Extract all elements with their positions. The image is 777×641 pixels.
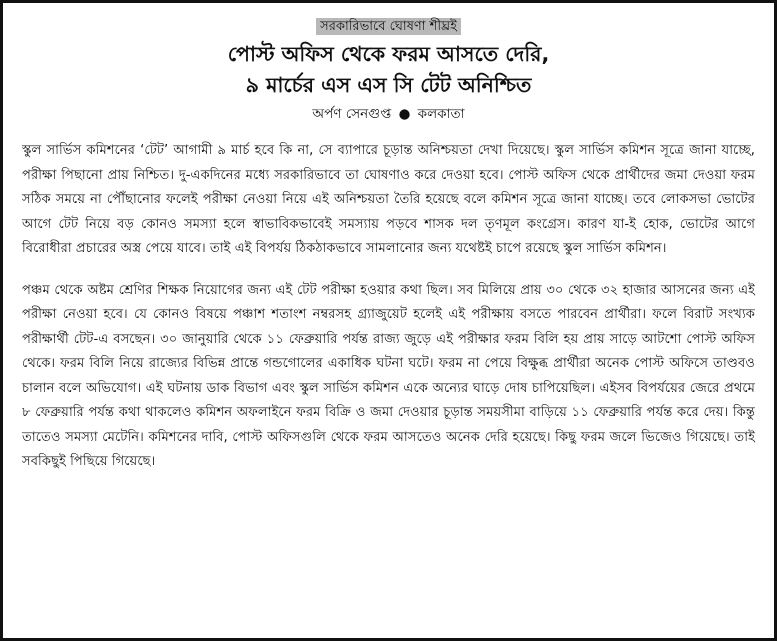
- byline: [3, 105, 774, 123]
- kicker-label: সরকারিভাবে ঘোষণা শীঘ্রই: [316, 18, 461, 35]
- bullet-separator: ●: [398, 106, 411, 122]
- paragraph-1: স্কুল সার্ভিস কমিশনের ‘টেট’ আগামী ৯ মার্চ হবে কি না, সে ব্যাপারে চূড়ান্ত অনিশ্চয়তা দেখা দিয়েছে। স্কুল সার্ভিস কমিশন সূত্রে জানা যাচ্ছে, পরীক্ষা পিছানো প্রায় নিশ্চিত। দু-একদিনের মধ্যে সরকারিভাবে তা ঘোষণাও করে দেওয়া হবে। পোস্ট অফিস থেকে প্রার্থীদের জমা দেওয়া ফরম সঠিক সময়ে না পৌঁছানোর ফলেই পরীক্ষা নেওয়া নিয়ে এই অনিশ্চয়তা তৈরি হয়েছে বলে কমিশন সূত্রে জানা যাচ্ছে। তবে লোকসভা ভোটের আগে টেট নিয়ে বড় কোনও সমস্যা হলে স্বাভাবিকভাবেই সমস্যায় পড়বে শাসক দল তৃণমূল কংগ্রেস। কারণ যা-ই হোক, ভোটের আগে বিরোধীরা প্রচারের অস্ত্র পেয়ে যাবে। তাই এই বিপর্যয় ঠিকঠাকভাবে সামলানোর জন্য যথেষ্টই চাপে রয়েছে স্কুল সার্ভিস কমিশন।: [22, 143, 755, 256]
- headline-line-2: ৯ মার্চের এস এস সি টেট অনিশ্চিত: [245, 73, 532, 97]
- byline-location: কলকাতা: [417, 106, 465, 122]
- byline-author: অর্পণ সেনগুপ্ত: [312, 106, 392, 122]
- article-header: [3, 3, 774, 123]
- article-body: [3, 123, 774, 475]
- headline-line-1: পোস্ট অফিস থেকে ফরম আসতে দেরি,: [227, 42, 550, 66]
- headline: [3, 39, 774, 101]
- paragraph-2: পঞ্চম থেকে অষ্টম শ্রেণির শিক্ষক নিয়োগের জন্য এই টেট পরীক্ষা হওয়ার কথা ছিল। সব মিলিয়ে প্রায় ৩০ থেকে ৩২ হাজার আসনের জন্য এই পরীক্ষা নেওয়া হবে। যে কোনও বিষয়ে পঞ্চাশ শতাংশ নম্বরসহ গ্র্যাজুয়েট হলেই এই পরীক্ষায় বসতে পারবেন প্রার্থীরা। ফলে বিরাট সংখ্যক পরীক্ষার্থী টেট-এ বসছেন। ৩০ জানুয়ারি থেকে ১১ ফেব্রুয়ারি পর্যন্ত রাজ্য জুড়ে এই পরীক্ষার ফরম বিলি হয় প্রায় সাড়ে আটশো পোস্ট অফিস থেকে। ফরম বিলি নিয়ে রাজ্যের বিভিন্ন প্রান্তে গন্ডগোলের একাধিক ঘটনা ঘটে। ফরম না পেয়ে বিক্ষুব্ধ প্রার্থীরা অনেক পোস্ট অফিসে তাণ্ডবও চালান বলে অভিযোগ। এই ঘটনায় ডাক বিভাগ এবং স্কুল সার্ভিস কমিশন একে অন্যের ঘাড়ে দোষ চাপিয়েছিল। এইসব বিপর্যয়ের জেরে প্রথমে ৮ ফেব্রুয়ারি পর্যন্ত কথা থাকলেও কমিশন অফলাইনে ফরম বিক্রি ও জমা দেওয়ার চূড়ান্ত সময়সীমা বাড়িয়ে ১১ ফেব্রুয়ারি পর্যন্ত করে দেয়। কিন্তু তাতেও সমস্যা মেটেনি। কমিশনের দাবি, পোস্ট অফিসগুলি থেকে ফরম আসতেও অনেক দেরি হয়েছে। কিছু ফরম জলে ভিজেও গিয়েছে। তাই সবকিছুই পিছিয়ে গিয়েছে।: [22, 282, 755, 469]
